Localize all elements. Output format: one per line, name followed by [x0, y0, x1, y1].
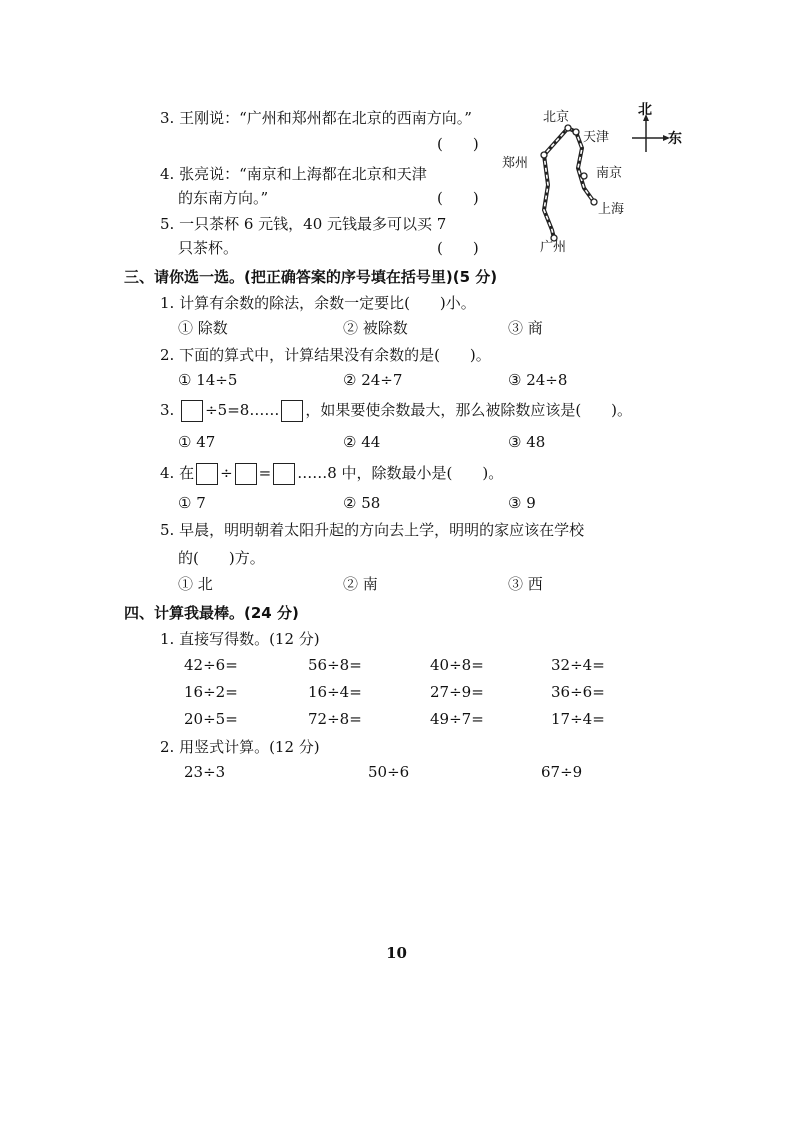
- s3-q1-text: 1. 计算有余数的除法，余数一定要比( )小。: [160, 294, 476, 312]
- s3-q3-opt1[interactable]: ① 47: [178, 433, 216, 451]
- page-number: 10: [386, 944, 407, 962]
- s3-q5-opt2[interactable]: ② 南: [343, 575, 378, 593]
- s3-q5-opt1[interactable]: ① 北: [178, 575, 213, 593]
- s3-q3-text: [160, 400, 632, 422]
- s3-q2-opt2[interactable]: ② 24÷7: [343, 371, 403, 389]
- calc-item: 42÷6=: [184, 656, 238, 674]
- calc-item: 16÷4=: [308, 683, 362, 701]
- s3-q3-mid: ÷5=8……: [205, 401, 280, 419]
- vertical-calc-item: 23÷3: [184, 763, 226, 781]
- s3-q4-num: 4. 在: [160, 464, 195, 482]
- judge-q5-line1: [160, 214, 446, 234]
- judge-q3: [160, 108, 472, 128]
- map-label-guangzhou: 广州: [540, 240, 567, 255]
- s3-q4-eq: =: [258, 464, 272, 482]
- map-label-tianjin: 天津: [583, 130, 610, 145]
- judge-q4-paren[interactable]: ( ): [437, 189, 479, 207]
- s3-q3-num: 3.: [160, 401, 175, 419]
- calc-item: 32÷4=: [551, 656, 605, 674]
- s3-q4-text: [160, 463, 503, 485]
- shanghai-dot: [591, 199, 597, 205]
- s3-q5-line2: 的( )方。: [178, 549, 265, 567]
- s3-q5-line1: 5. 早晨，明明朝着太阳升起的方向去上学，明明的家应该在学校: [160, 521, 585, 539]
- beijing-dot: [565, 125, 571, 131]
- judge-q5-paren[interactable]: ( ): [437, 239, 479, 257]
- calc-item: 49÷7=: [430, 710, 484, 728]
- compass-north: 北: [638, 102, 652, 118]
- blank-box[interactable]: [273, 463, 295, 485]
- calc-item: 20÷5=: [184, 710, 238, 728]
- judge-q5-text: 一只茶杯 6 元钱，40 元钱最多可以买 7: [179, 215, 447, 233]
- vertical-calc-item: 50÷6: [368, 763, 410, 781]
- blank-box[interactable]: [181, 400, 203, 422]
- nanjing-dot: [581, 173, 587, 179]
- calc-item: 16÷2=: [184, 683, 238, 701]
- calc-item: 40÷8=: [430, 656, 484, 674]
- judge-q3-num: 3.: [160, 109, 175, 127]
- judge-q4-num: 4.: [160, 165, 175, 183]
- judge-q4-line1: [160, 164, 427, 184]
- vertical-calc-item: 67÷9: [541, 763, 583, 781]
- s3-q1-opt2[interactable]: ② 被除数: [343, 319, 408, 337]
- calc-item: 36÷6=: [551, 683, 605, 701]
- compass-arrow-icon: [632, 114, 672, 156]
- blank-box[interactable]: [196, 463, 218, 485]
- zhengzhou-dot: [541, 152, 547, 158]
- s3-q4-opt2[interactable]: ② 58: [343, 494, 381, 512]
- map-label-shanghai: 上海: [598, 202, 625, 217]
- map-label-nanjing: 南京: [596, 166, 623, 181]
- s3-q4-opt3[interactable]: ③ 9: [508, 494, 536, 512]
- s3-q1-opt1[interactable]: ① 除数: [178, 319, 228, 337]
- map-label-zhengzhou: 郑州: [502, 156, 529, 171]
- s3-q4-tail: ……8 中，除数最小是( )。: [297, 464, 504, 482]
- section4-title: 四、计算我最棒。(24 分): [124, 604, 299, 622]
- section3-title: 三、请你选一选。(把正确答案的序号填在括号里)(5 分): [124, 268, 498, 286]
- s4-sub1: 1. 直接写得数。(12 分): [160, 630, 320, 648]
- s3-q3-opt2[interactable]: ② 44: [343, 433, 381, 451]
- map-label-beijing: 北京: [543, 110, 570, 125]
- calc-item: 72÷8=: [308, 710, 362, 728]
- s3-q3-tail: ，如果要使余数最大，那么被除数应该是( )。: [305, 401, 633, 419]
- s3-q2-text: 2. 下面的算式中，计算结果没有余数的是( )。: [160, 346, 491, 364]
- judge-q4-line2: 的东南方向。”: [178, 189, 269, 207]
- judge-q4-text: 张亮说：“南京和上海都在北京和天津: [179, 165, 427, 183]
- judge-q5-num: 5.: [160, 215, 175, 233]
- judge-q3-paren[interactable]: ( ): [437, 135, 479, 153]
- s3-q5-opt3[interactable]: ③ 西: [508, 575, 543, 593]
- s3-q2-opt1[interactable]: ① 14÷5: [178, 371, 238, 389]
- s3-q3-opt3[interactable]: ③ 48: [508, 433, 546, 451]
- tianjin-dot: [573, 129, 579, 135]
- s3-q4-opt1[interactable]: ① 7: [178, 494, 206, 512]
- s3-q4-div: ÷: [220, 464, 233, 482]
- s3-q1-opt3[interactable]: ③ 商: [508, 319, 543, 337]
- calc-item: 27÷9=: [430, 683, 484, 701]
- judge-q5-line2: 只茶杯。: [178, 239, 239, 257]
- calc-item: 56÷8=: [308, 656, 362, 674]
- judge-q3-text: 王刚说：“广州和郑州都在北京的西南方向。”: [179, 109, 472, 127]
- s4-sub2: 2. 用竖式计算。(12 分): [160, 738, 320, 756]
- blank-box[interactable]: [235, 463, 257, 485]
- blank-box[interactable]: [281, 400, 303, 422]
- compass-east: 东: [668, 131, 682, 147]
- calc-item: 17÷4=: [551, 710, 605, 728]
- s3-q2-opt3[interactable]: ③ 24÷8: [508, 371, 568, 389]
